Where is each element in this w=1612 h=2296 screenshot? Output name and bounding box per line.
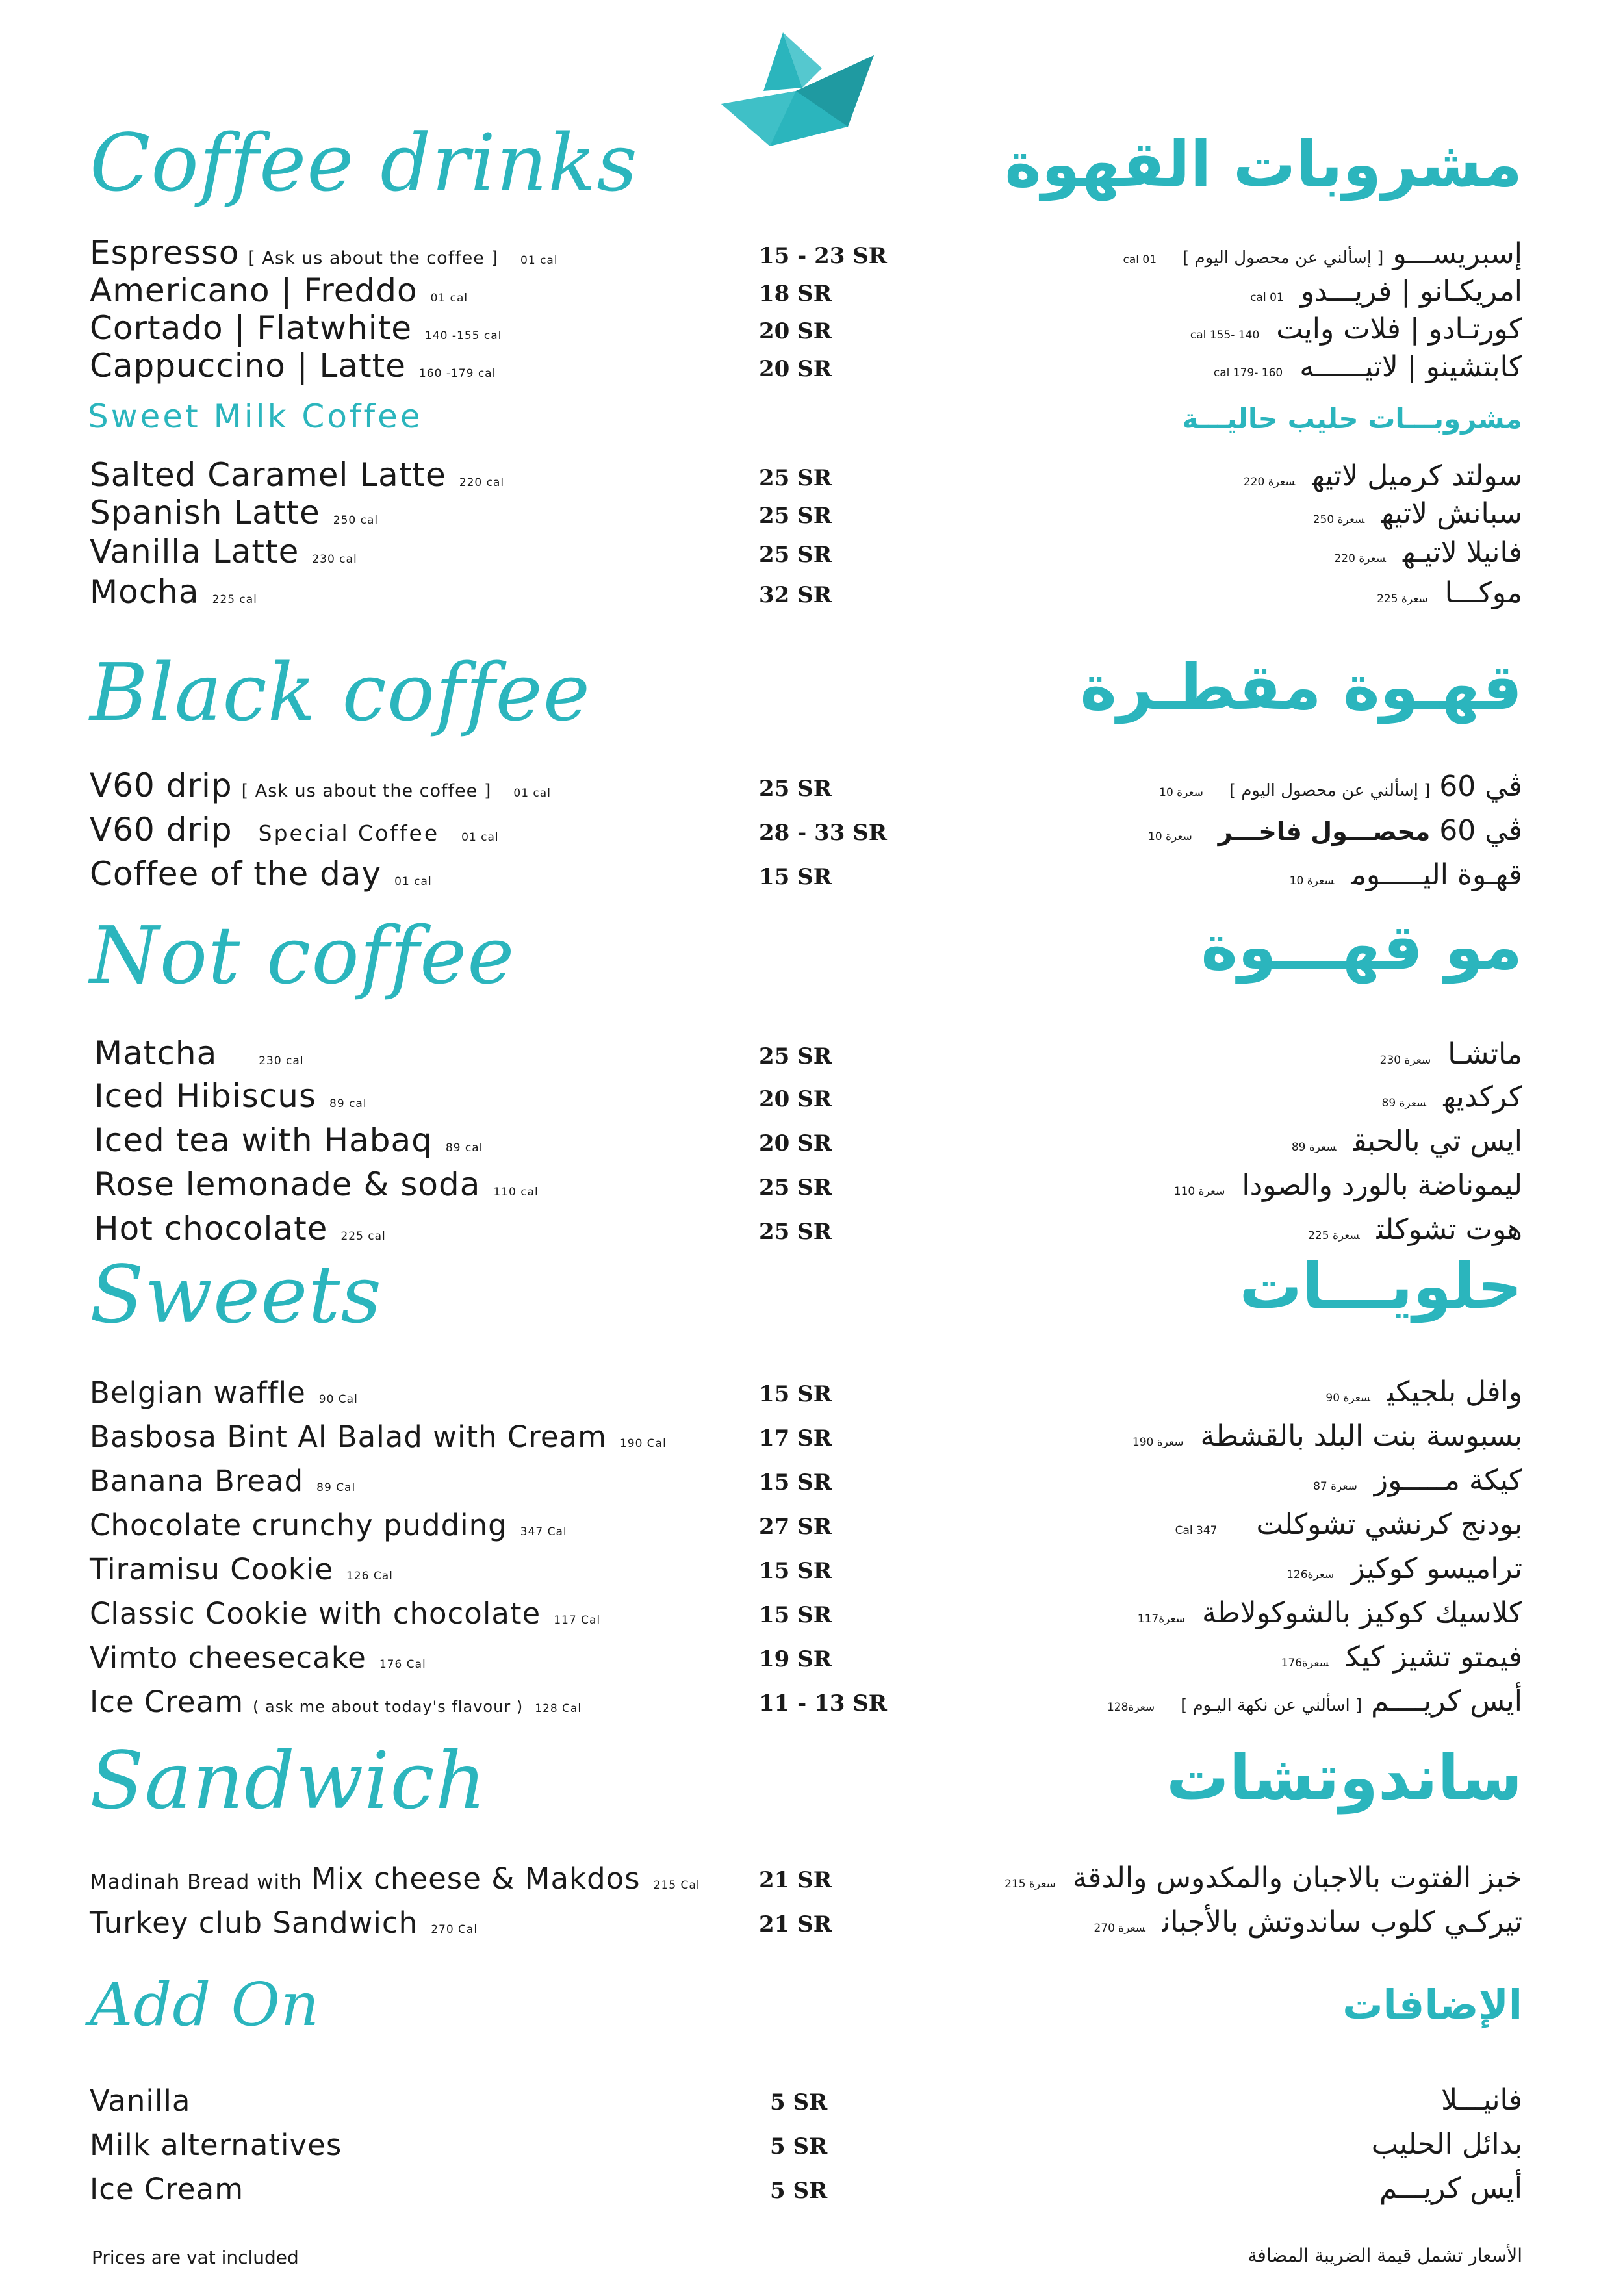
item-name-ar: كلاسيك كوكيز بالشوكولاطة [1201,1596,1522,1629]
item-name-en: Americano | Freddo [90,271,418,309]
item-cal-en: 90 Cal [318,1393,358,1407]
menu-item [0,487,1612,531]
item-price: 5 SR [770,2178,828,2204]
item-cal-en: 190 Cal [619,1437,667,1451]
item-name-ar: فانيـــلا [1441,2084,1522,2117]
item-note-ar: [ إسألني عن محصول اليوم ] [1183,248,1384,268]
item-name-ar: تراميسو كوكيز [1351,1552,1522,1585]
item-name-ar: ڤي 60 [1439,814,1522,847]
item-price: 20 SR [759,356,832,382]
item-cal-ar: سعرة 230 [1379,1054,1431,1067]
item-name-en: V60 drip [90,766,233,804]
paper-boat-icon [718,29,900,159]
item-price: 20 SR [759,318,832,344]
item-note-en: ( ask me about today's flavour ) [253,1698,524,1716]
menu-item [0,1675,1612,1719]
item-cal-ar: سعرة 225 [1377,593,1428,606]
item-name-en: Iced tea with Habaq [94,1121,433,1159]
item-price: 32 SR [759,582,832,608]
item-name-en: Ice Cream [90,2172,244,2207]
black-coffee-title-en: Black coffee [90,646,591,739]
menu-item [0,1071,1612,1115]
item-name-en: Iced Hibiscus [94,1077,317,1115]
menu-item [0,2118,1612,2162]
item-name-ar: فانيلا لاتيـه [1403,536,1522,569]
sandwich-title-en: Sandwich [90,1735,487,1827]
item-name-ar: بسبوسة بنت البلد بالقشطة [1200,1420,1522,1453]
item-name-en: Banana Bread [90,1464,304,1499]
menu-item [0,1115,1612,1159]
item-name-en: Hot chocolate [94,1209,328,1247]
item-price: 25 SR [759,1043,832,1069]
item-name-en: Milk alternatives [90,2128,342,2163]
item-cal-ar: سعرة 225 [1308,1229,1360,1242]
not-coffee-title-ar: مو قهـــوة [1201,911,1522,984]
item-cal-ar: سعرة 10 [1159,786,1203,799]
item-cal-en: 270 Cal [431,1923,478,1937]
item-price: 18 SR [759,281,832,307]
coffee-title-en: Coffee drinks [90,117,638,209]
item-note-en: [ Ask us about the coffee ] [241,780,492,801]
item-name-en: Cortado | Flatwhite [90,309,413,347]
sweets-title-ar: حلويـــات [1239,1250,1522,1323]
not-coffee-title-en: Not coffee [90,910,515,1002]
item-price: 25 SR [759,465,832,491]
item-name-ar: قهـوة اليـــــوم [1351,858,1522,891]
item-name-ar: كورتـادو | فلات وايت [1276,313,1522,346]
item-cal-en: 89 cal [329,1097,367,1110]
item-name-ar: ماتشـا [1448,1038,1522,1071]
item-price: 19 SR [759,1646,832,1672]
item-price: 15 SR [759,1602,832,1628]
item-cal-ar: سعرة 110 [1173,1185,1225,1198]
item-name-en: Turkey club Sandwich [90,1906,418,1941]
item-price: 15 SR [759,1381,832,1407]
item-price: 27 SR [759,1514,832,1540]
item-price: 15 - 23 SR [759,243,888,269]
item-cal-en: 215 Cal [653,1879,700,1893]
menu-item [0,340,1612,385]
menu-item [0,804,1612,848]
item-name-en: Mocha [90,572,199,611]
item-name-en: V60 drip [90,810,233,848]
item-cal-en: 140 -155 cal [425,329,502,342]
item-cal-en: 117 Cal [554,1614,601,1627]
coffee-title-ar: مشروبات القهوة [1004,128,1522,201]
menu-item [0,1587,1612,1631]
item-name-en: Espresso [90,233,240,272]
item-name-ar: امريكـانو | فريـــدو [1300,275,1522,308]
item-note-ar: [ إسألني عن محصول اليوم ] [1229,781,1431,800]
item-cal-ar: سعرة 87 [1313,1480,1357,1493]
sandwich-title-ar: ساندوتشات [1166,1741,1522,1814]
menu-item [0,1410,1612,1454]
item-name-ar: أيس كريــــم [1371,1685,1522,1718]
item-name-en: Coffee of the day [90,854,382,893]
item-cal-ar: سعرة 90 [1325,1392,1371,1405]
menu-item [0,848,1612,893]
item-cal-en: 250 cal [333,513,379,527]
menu-item [0,1896,1612,1940]
item-price: 17 SR [759,1425,832,1451]
item-name-ar: أيس كريـــم [1379,2172,1522,2205]
item-name-en: Chocolate crunchy pudding [90,1508,507,1543]
item-cal-ar: 140 -155 cal [1190,329,1260,342]
item-cal-en: 01 cal [461,830,499,844]
item-name-ar: بودنج كرنشي تشوكلت [1256,1508,1522,1541]
item-cal-en: 347 Cal [520,1525,567,1539]
item-cal-ar: 160 -179 cal [1213,366,1283,379]
item-name-ar: ڤي 60 [1439,770,1522,803]
item-price: 20 SR [759,1086,832,1112]
item-cal-ar: سعرة 190 [1132,1436,1184,1449]
item-name-en: Vimto cheesecake [90,1640,366,1676]
item-price: 25 SR [759,1219,832,1245]
item-price: 25 SR [759,776,832,802]
menu-item [0,2074,1612,2118]
item-price: 28 - 33 SR [759,820,888,846]
addon-title-ar: الإضافات [1342,1981,1522,2028]
item-cal-ar: سعرة 89 [1291,1141,1337,1154]
item-cal-ar: سعرة 10 [1289,874,1335,887]
item-name-en: Belgian waffle [90,1375,306,1410]
sweets-title-en: Sweets [90,1249,383,1341]
item-name-en: Tiramisu Cookie [90,1552,334,1587]
item-name-ar: ايس تي بالحبق [1353,1125,1522,1158]
item-cal-en: 230 cal [259,1054,304,1067]
item-name-en: Ice Cream [90,1685,244,1720]
item-cal-ar: سعرة128 [1107,1701,1155,1714]
menu-item [0,1498,1612,1542]
vat-note-ar: الأسعار تشمل قيمة الضريبة المضافة [1247,2245,1522,2266]
item-name-ar: موكـــا [1444,576,1522,609]
item-name-en: Spanish Latte [90,493,320,531]
item-cal-ar: سعرة117 [1137,1613,1185,1626]
item-cal-en: 01 cal [513,786,551,800]
item-price: 15 SR [759,1558,832,1584]
item-cal-ar: سعرة 250 [1312,513,1365,526]
item-price: 5 SR [770,2134,828,2160]
item-cal-ar: سعرة 270 [1094,1922,1145,1935]
item-cal-en: 126 Cal [346,1570,393,1583]
menu-item [0,1631,1612,1675]
item-cal-en: 01 cal [430,291,468,305]
item-cal-ar: 01 cal [1123,253,1157,266]
item-name-ar: سولتد كرميل لاتيه [1312,459,1522,492]
menu-item [0,1454,1612,1498]
item-name-ar: إسبريســـو [1392,237,1522,270]
item-prefix-en: Madinah Bread with [90,1870,302,1894]
item-price: 21 SR [759,1867,832,1893]
menu-item [0,2162,1612,2206]
item-price: 11 - 13 SR [759,1690,888,1716]
item-name-en: Rose lemonade & soda [94,1165,481,1203]
item-name-ar: سبانش لاتيه [1381,497,1522,530]
menu-item [0,1159,1612,1203]
item-name-en: Basbosa Bint Al Balad with Cream [90,1420,607,1455]
item-note-en: [ Ask us about the coffee ] [248,248,499,268]
menu-item [0,1203,1612,1247]
item-name-en: Cappuccino | Latte [90,346,406,385]
item-cal-ar: 01 cal [1250,291,1284,304]
item-cal-en: 225 cal [340,1229,386,1243]
menu-item [0,1852,1612,1896]
item-price: 25 SR [759,503,832,529]
sweet-milk-title-en: Sweet Milk Coffee [88,398,423,435]
item-cal-en: 160 -179 cal [418,366,496,380]
item-cal-ar: 347 Cal [1175,1524,1218,1537]
item-cal-en: 89 cal [445,1141,483,1154]
item-cal-en: 89 Cal [316,1481,356,1495]
menu-item [0,1542,1612,1587]
item-cal-ar: سعرة176 [1281,1657,1329,1670]
item-cal-en: 01 cal [394,874,432,888]
item-name-en: Mix cheese & Makdos [311,1861,641,1896]
item-price: 25 SR [759,1175,832,1201]
item-cal-ar: سعرة 220 [1334,552,1386,565]
item-cal-ar: سعرة 89 [1381,1097,1427,1110]
item-name-ar: كابتشينو | لاتيــــــه [1299,350,1522,383]
item-name-ar: تيركـي كلوب ساندوتش بالأجبان [1162,1906,1522,1939]
item-name-en: Salted Caramel Latte [90,455,446,494]
item-cal-en: 225 cal [212,593,257,606]
item-price: 5 SR [770,2089,828,2115]
menu-item [0,760,1612,804]
item-cal-ar: سعرة 215 [1004,1878,1056,1891]
item-price: 15 SR [759,864,832,890]
item-cal-ar: سعرة 10 [1148,830,1192,843]
addon-title-en: Add On [90,1970,320,2039]
item-name-ar: خبز الفتوت بالاجبان والمكدوس والدقة [1072,1861,1522,1894]
item-cal-en: 110 cal [493,1185,539,1199]
item-name-ar: ليموناضة بالورد والصودا [1242,1169,1522,1202]
black-coffee-title-ar: قهـوة مقطـرة [1080,651,1522,724]
item-cal-ar: سعرة126 [1286,1568,1335,1581]
item-price: 15 SR [759,1470,832,1496]
item-name-en: Classic Cookie with chocolate [90,1596,541,1631]
item-name-ar: بدائل الحليب [1371,2128,1522,2161]
item-name-ar: فيمتو تشيز كيك [1346,1640,1522,1674]
item-cal-en: 176 Cal [379,1658,426,1672]
item-cal-en: 01 cal [520,253,558,267]
item-name-ar: وافل بلجيكي [1387,1375,1522,1409]
item-name-ar: كيكة مـــــوز [1374,1464,1522,1497]
item-price: 21 SR [759,1911,832,1937]
item-name-en: Vanilla Latte [90,532,300,570]
item-name-ar: هوت تشوكلت [1376,1213,1522,1246]
item-cal-en: 220 cal [459,476,505,489]
item-note-ar: [ اسألني عن نكهة اليـوم ] [1181,1696,1363,1715]
menu-item [0,567,1612,611]
menu-item [0,526,1612,570]
menu-item [0,1366,1612,1410]
sweet-milk-title-ar: مشروبـــات حليب حاليـــة [1182,403,1522,435]
item-name-ar: كركديه [1443,1080,1522,1114]
item-name-en: Vanilla [90,2084,191,2119]
item-cal-en: 230 cal [312,552,357,566]
item-note-ar: محصـــول فاخـــر [1218,817,1431,846]
item-cal-ar: سعرة 220 [1243,476,1296,489]
item-price: 20 SR [759,1130,832,1156]
vat-note-en: Prices are vat included [92,2247,299,2268]
item-name-en: Matcha [94,1034,218,1072]
menu-item [0,1028,1612,1072]
item-price: 25 SR [759,542,832,568]
item-note-en: Special Coffee [258,820,440,846]
item-cal-en: 128 Cal [535,1702,582,1716]
